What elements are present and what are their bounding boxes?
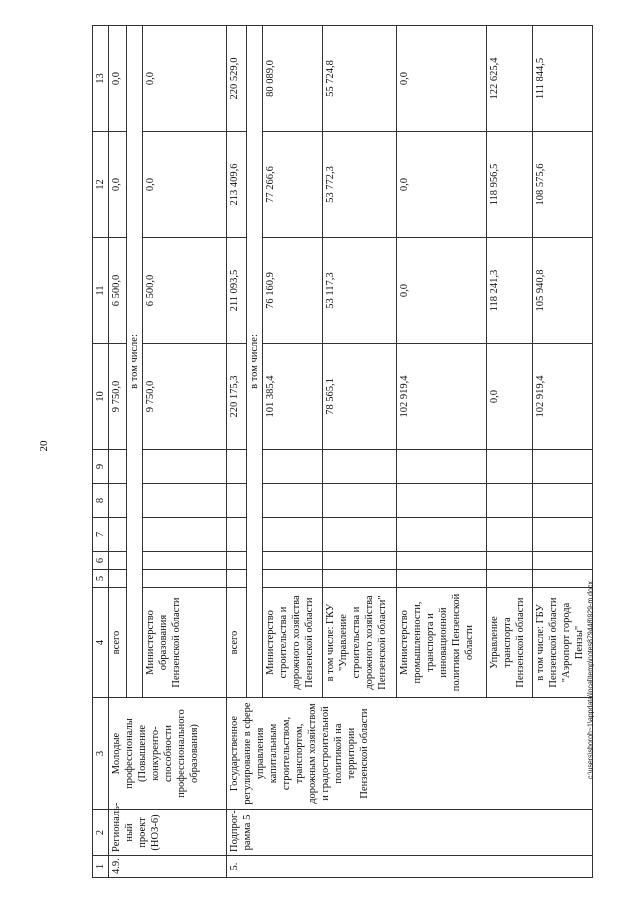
amount-cell: 122 625,4 [487, 26, 533, 132]
column-header: 8 [93, 484, 109, 518]
amount-cell: 220 529,0 [227, 26, 247, 132]
including-note: в том числе: [127, 26, 143, 698]
program-type-cell: Региональ-ный проект (НОЗ-6) [109, 810, 227, 856]
amount-cell: 55 724,8 [323, 26, 397, 132]
column-header: 11 [93, 238, 109, 344]
executor-cell: Управление транспорта Пензенской области [487, 588, 533, 698]
executor-cell: в том числе: ГКУ "Управление строительства и дорожного хозяйства Пензенской области" [323, 588, 397, 698]
amount-cell: 213 409,6 [227, 132, 247, 238]
amount-cell: 220 175,3 [227, 344, 247, 450]
header-row [93, 26, 109, 878]
executor-cell: всего [227, 588, 247, 698]
rotated-table-wrapper [92, 26, 592, 878]
budget-table [92, 25, 593, 878]
column-header: 3 [93, 698, 109, 810]
executor-cell: в том числе: ГБУ Пензенской области "Аэропорт города Пензы" [533, 588, 593, 698]
amount-cell: 111 844,5 [533, 26, 593, 132]
amount-cell: 53 117,3 [323, 238, 397, 344]
executor-cell: Министерство образования Пензенской области [143, 588, 227, 698]
amount-cell: 6 500,0 [143, 238, 227, 344]
amount-cell: 118 241,3 [487, 238, 533, 344]
amount-cell: 78 565,1 [323, 344, 397, 450]
amount-cell: 102 919,4 [397, 344, 487, 450]
column-header: 4 [93, 588, 109, 698]
column-header: 7 [93, 518, 109, 552]
amount-cell: 80 089,0 [263, 26, 323, 132]
page-number: 20 [38, 440, 50, 452]
column-header: 5 [93, 570, 109, 588]
column-header: 6 [93, 552, 109, 570]
amount-cell: 9 750,0 [109, 344, 127, 450]
including-note: в том числе: [247, 26, 263, 698]
table-row [109, 26, 127, 878]
amount-cell: 108 575,6 [533, 132, 593, 238]
amount-cell: 9 750,0 [143, 344, 227, 450]
row-number-cell: 5. [227, 856, 593, 878]
amount-cell: 76 160,9 [263, 238, 323, 344]
amount-cell: 0,0 [397, 132, 487, 238]
amount-cell: 0,0 [109, 132, 127, 238]
executor-cell: всего [109, 588, 127, 698]
amount-cell: 0,0 [143, 26, 227, 132]
program-name-cell: Государственное регулирование в сфере управления капитальным строительством, транспортом, дорожным хозяйством и градостроительной политикой на территории Пензенской области [227, 698, 593, 810]
amount-cell: 101 385,4 [263, 344, 323, 450]
amount-cell: 211 093,5 [227, 238, 247, 344]
amount-cell: 77 266,6 [263, 132, 323, 238]
column-header: 9 [93, 450, 109, 484]
column-header: 2 [93, 810, 109, 856]
program-type-cell: Подпрог-рамма 5 [227, 810, 593, 856]
executor-cell: Министерство промышленности, транспорта и инновационной политики Пензенской области [397, 588, 487, 698]
amount-cell: 118 956,5 [487, 132, 533, 238]
amount-cell: 0,0 [143, 132, 227, 238]
amount-cell: 0,0 [397, 238, 487, 344]
column-header: 13 [93, 26, 109, 132]
column-header: 10 [93, 344, 109, 450]
program-name-cell: Молодые профессионалы (Повышение конкуренто-способности профессионального образования) [109, 698, 227, 810]
amount-cell: 0,0 [487, 344, 533, 450]
column-header: 1 [93, 856, 109, 878]
amount-cell: 105 940,8 [533, 238, 593, 344]
amount-cell: 102 919,4 [533, 344, 593, 450]
column-header: 12 [93, 132, 109, 238]
file-path-footer: c:\users\sboroh~1\appdata\local\temp\notes879448\929-m.docx [587, 581, 595, 779]
amount-cell: 6 500,0 [109, 238, 127, 344]
table-row [227, 26, 247, 878]
amount-cell: 0,0 [109, 26, 127, 132]
row-number-cell: 4.9. [109, 856, 227, 878]
amount-cell: 53 772,3 [323, 132, 397, 238]
amount-cell: 0,0 [397, 26, 487, 132]
executor-cell: Министерство строительства и дорожного хозяйства Пензенской области [263, 588, 323, 698]
